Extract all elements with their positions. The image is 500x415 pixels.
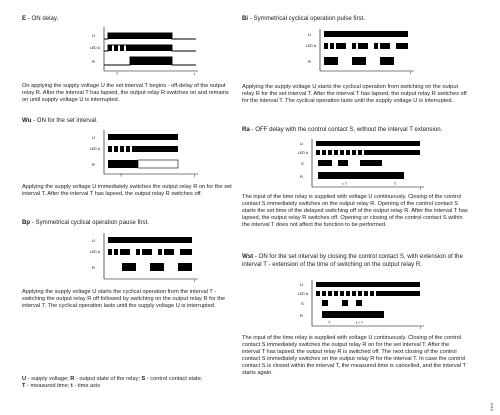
svg-text:t: t (410, 71, 411, 75)
svg-text:LED U: LED U (298, 151, 309, 155)
section-text-Ra: The input of the time relay is supplied with voltage U continuously. Closing of the control contact S immediately switches on the output relay R. Opening of the control contact S starts the set time of the delayed switching off of the output relay R. After the interval T has lapsed, the output relay R switches off. Opening or closing of the control contact S within the interval T does not affect the function to be performed. (242, 194, 468, 229)
section-title-Bp: Bp - Symmetrical cyclical operation pause first. (22, 219, 149, 226)
timing-diagram-E (90, 23, 200, 77)
svg-text:U: U (308, 32, 311, 37)
section-text-Wst: The input of the time relay is supplied with voltage U continuously. Closing of the control contact S immediately switches the output relay R on for the set interval T. After the interval T has lapsed, the output relay R is switched off. The next closing of the control contact S immediately switches on the output relay R for the interval T. In case the control contact S is closed within the interval T, the measured time is cancelled, and the interval T starts again. (242, 335, 466, 377)
timing-diagram-Wu (90, 128, 200, 178)
svg-text:t: t (420, 326, 421, 330)
page-number: www (489, 402, 494, 411)
legend: U - supply voltage; R - output state of the relay; S - control contact state; T - measured time; t - time axis (22, 376, 203, 390)
timing-diagram-Wst (298, 278, 428, 330)
section-title-Wu: Wu - ON for the set interval. (22, 117, 98, 124)
svg-text:R: R (308, 59, 311, 64)
timing-diagram-Bp (90, 231, 200, 283)
svg-text:S: S (301, 301, 304, 306)
svg-text:t + T: t + T (356, 321, 364, 325)
svg-text:< T: < T (342, 182, 348, 186)
section-title-Ra: Ra - OFF delay with the control contact S, without the interval T extension. (242, 126, 443, 133)
section-text-Bi: Applying the supply voltage U starts the cyclical operation from switching on the output relay R for the set interval T. After the interval T has lapsed, the output relay R switches off for the interval T. The cyclical operation lasts until the supply voltage U is interrupted. (242, 84, 467, 105)
section-title-E: E - ON delay. (22, 15, 59, 22)
svg-text:U: U (92, 238, 95, 243)
section-title-Bi: Bi - Symmetrical cyclical operation pulse first. (242, 15, 365, 22)
svg-text:LED U: LED U (298, 292, 309, 296)
diagram-label-R: R (92, 59, 95, 64)
diagram-label-LED: LED U (90, 46, 101, 50)
diagram-label-t: t (194, 72, 195, 76)
svg-text:R: R (300, 313, 303, 318)
section-text-E: On applying the supply voltage U the set interval T begins - off-delay of the output relay R. After the interval T has lapsed, the output relay R switches on and remains on until supply voltage U is interrupted. (22, 83, 229, 104)
svg-text:LED U: LED U (306, 44, 317, 48)
svg-text:t: t (194, 174, 195, 178)
svg-text:R: R (92, 162, 95, 167)
timing-diagram-Ra (298, 137, 428, 191)
svg-text:U: U (300, 141, 303, 146)
svg-text:LED U: LED U (90, 250, 101, 254)
svg-text:U: U (300, 282, 303, 287)
svg-text:T: T (120, 174, 123, 178)
svg-text:R: R (92, 265, 95, 270)
section-title-Wst: Wst - ON for the set interval by closing the control contact S, with extension of the interval T - extension of the time of switching on the output relay R. (242, 253, 463, 268)
svg-text:T: T (328, 321, 331, 325)
timing-diagram-Bi (306, 27, 416, 75)
diagram-label-T: T (116, 72, 119, 76)
diagram-label-U: U (92, 33, 95, 38)
svg-text:LED U: LED U (90, 147, 101, 151)
svg-text:t: t (420, 187, 421, 191)
svg-text:t: t (194, 279, 195, 283)
svg-text:R: R (300, 174, 303, 179)
svg-text:T: T (394, 182, 397, 186)
svg-text:U: U (92, 135, 95, 140)
section-text-Bp: Applying the supply voltage U starts the cyclical operation from the interval T - switching the output relay R off followed by switching on the output relay R for the interval T. The cyclical operation lasts until the supply voltage U is interrupted. (22, 289, 226, 310)
svg-text:S: S (301, 161, 304, 166)
section-text-Wu: Applying the supply voltage U immediately switches the output relay R on for the set interval T. After the interval T has lapsed, the output relay R switches off. (22, 184, 232, 198)
